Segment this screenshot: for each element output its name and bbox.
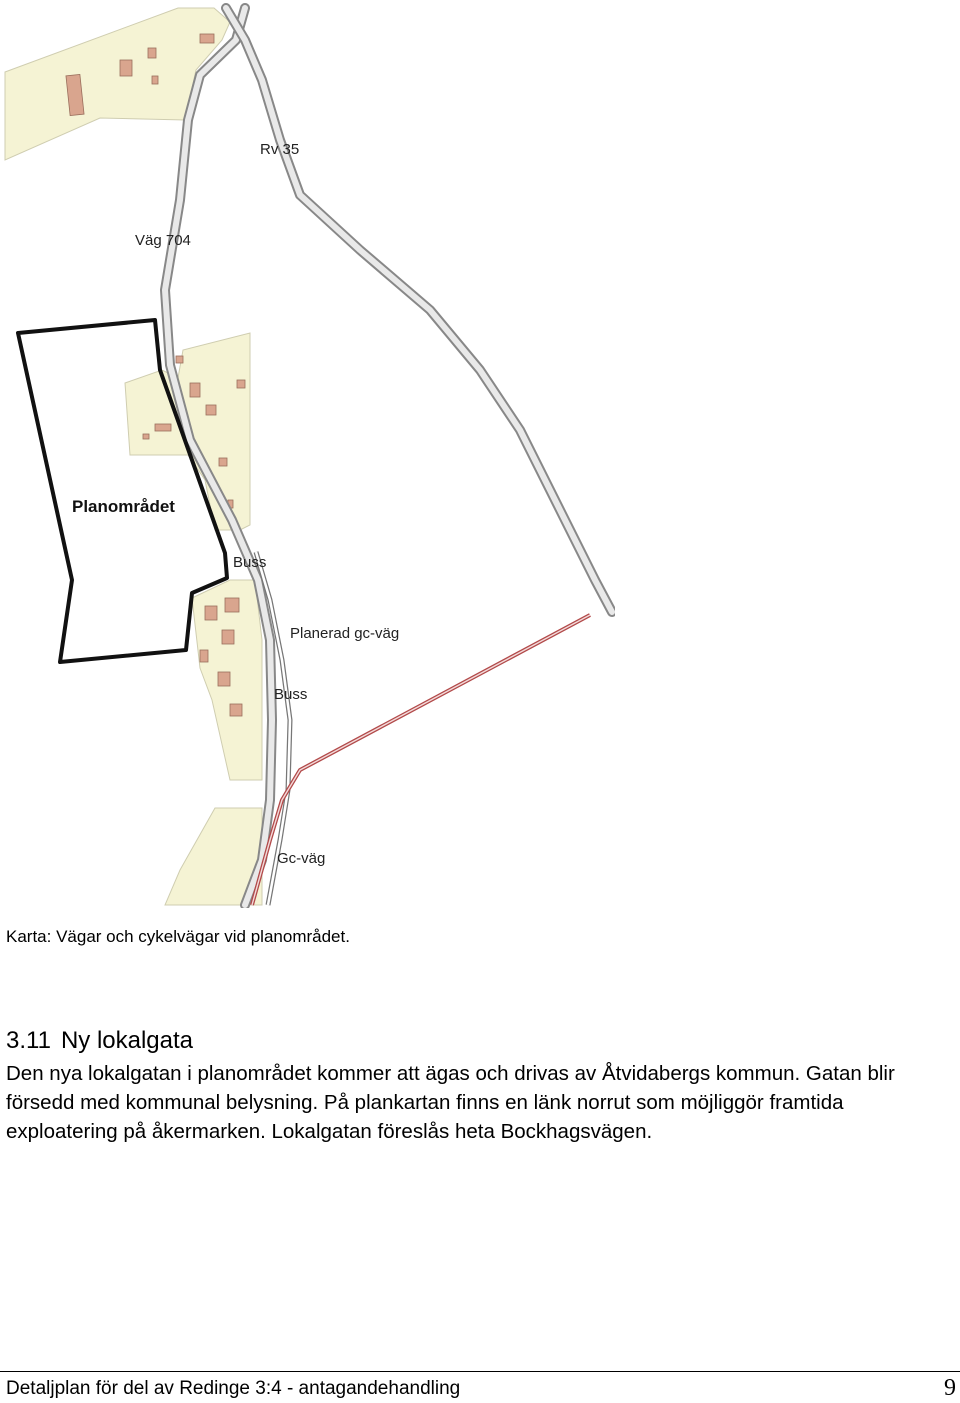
building	[219, 458, 227, 466]
footer-title: Detaljplan för del av Redinge 3:4 - antagandehandling	[6, 1378, 461, 1399]
label-gcvag: Gc-väg	[277, 850, 326, 867]
building	[230, 704, 242, 716]
building	[218, 672, 230, 686]
building	[190, 383, 200, 397]
label-rv35: Rv 35	[260, 141, 300, 158]
footer-divider	[0, 1371, 960, 1372]
building	[155, 424, 171, 431]
building	[176, 356, 183, 363]
section-heading	[6, 1026, 193, 1056]
building	[200, 650, 208, 662]
building	[120, 60, 132, 76]
page-number: 9	[944, 1375, 956, 1401]
road-rv35-fill	[226, 8, 612, 612]
building	[143, 434, 149, 439]
section-number: 3.11	[6, 1027, 51, 1054]
label-buss-north: Buss	[233, 554, 267, 571]
label-buss-south: Buss	[274, 686, 308, 703]
section-title: Ny lokalgata	[60, 1027, 194, 1054]
building	[206, 405, 216, 415]
label-planomradet: Planområdet	[72, 497, 175, 516]
section-body: Den nya lokalgatan i planområdet kommer att ägas och drivas av Åtvidabergs kommun. Gatan blir försedd med kommunal belysning. På plankartan finns en länk norrut som möjliggör framtida exploatering på åkermarken. Lokalgatan föreslås heta Bockhagsvägen.	[6, 1062, 895, 1143]
label-vag704: Väg 704	[135, 232, 191, 249]
label-planerad-gcvag: Planerad gc-väg	[290, 625, 400, 642]
building	[152, 76, 158, 84]
building	[148, 48, 156, 58]
map-figure	[0, 0, 615, 908]
building	[237, 380, 245, 388]
building	[205, 606, 217, 620]
building	[200, 34, 214, 43]
road-rv35	[226, 8, 612, 612]
building	[225, 598, 239, 612]
figure-caption: Karta: Vägar och cykelvägar vid planområdet.	[6, 927, 350, 946]
building	[222, 630, 234, 644]
